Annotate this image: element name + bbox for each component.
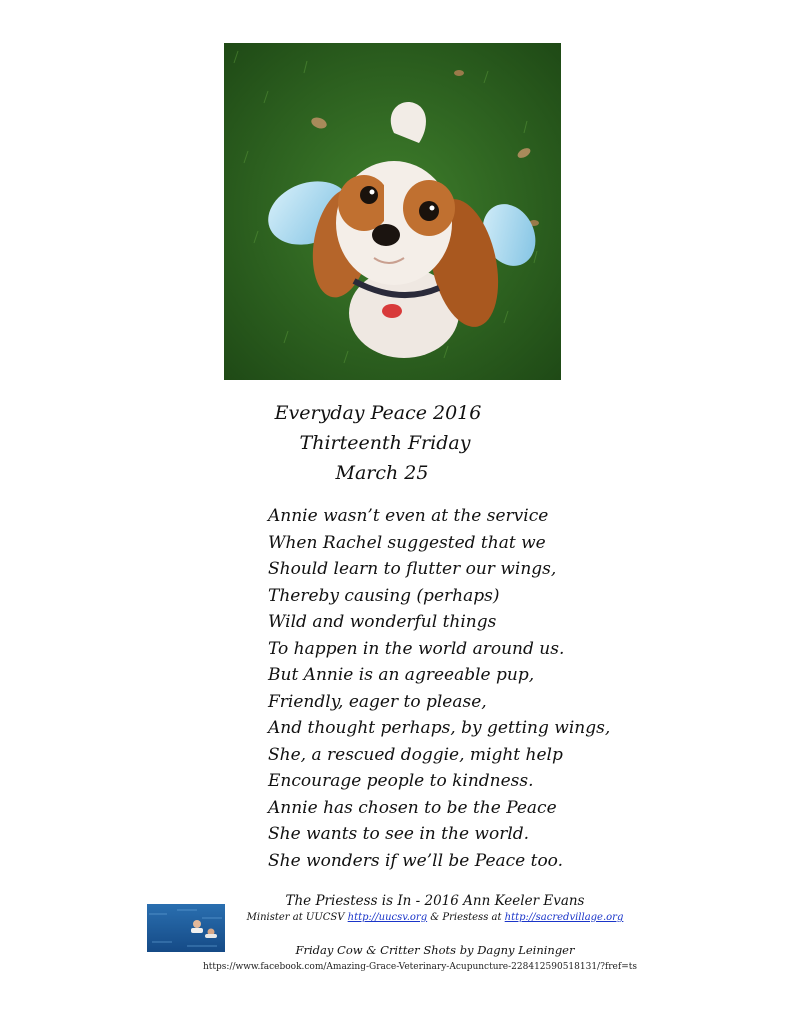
poem-line: Thereby causing (perhaps) <box>268 585 500 606</box>
poem-line: And thought perhaps, by getting wings, <box>268 718 611 738</box>
shots-credit: Friday Cow & Critter Shots by Dagny Leininger <box>295 943 575 957</box>
poem <box>268 503 688 874</box>
heading-title: Everyday Peace 2016 <box>274 402 482 424</box>
poem-line: She wonders if we’ll be Peace too. <box>268 850 564 871</box>
facebook-url: https://www.facebook.com/Amazing-Grace-Veterinary-Acupuncture-228412590518131/?fref=ts <box>203 962 637 972</box>
priestess-label: & Priestess at <box>427 912 505 923</box>
dog-photo <box>224 43 561 380</box>
sacredvillage-link[interactable]: http://sacredvillage.org <box>504 912 624 923</box>
poem-line: Friendly, eager to please, <box>268 691 487 712</box>
poem-line: She, a rescued doggie, might help <box>268 744 563 765</box>
poem-line: She wants to see in the world. <box>268 824 530 844</box>
poem-line: But Annie is an agreeable pup, <box>268 665 535 685</box>
poem-line: To happen in the world around us. <box>268 638 565 659</box>
poem-line: Annie has chosen to be the Peace <box>268 797 557 818</box>
footer-title: The Priestess is In - 2016 Ann Keeler Evans <box>285 893 585 909</box>
footer-links <box>230 912 640 923</box>
footer-photo <box>147 904 225 952</box>
poem-line: Should learn to flutter our wings, <box>268 559 557 579</box>
page-heading <box>200 398 570 488</box>
uucsv-link[interactable]: http://uucsv.org <box>347 912 428 923</box>
poem-line: Wild and wonderful things <box>268 612 497 632</box>
minister-label: Minister at UUCSV <box>246 912 348 923</box>
heading-date: March 25 <box>335 462 429 484</box>
poem-line: Annie wasn’t even at the service <box>268 506 549 526</box>
poem-line: When Rachel suggested that we <box>268 532 546 553</box>
heading-subtitle: Thirteenth Friday <box>299 432 471 454</box>
poem-line: Encourage people to kindness. <box>268 771 534 791</box>
